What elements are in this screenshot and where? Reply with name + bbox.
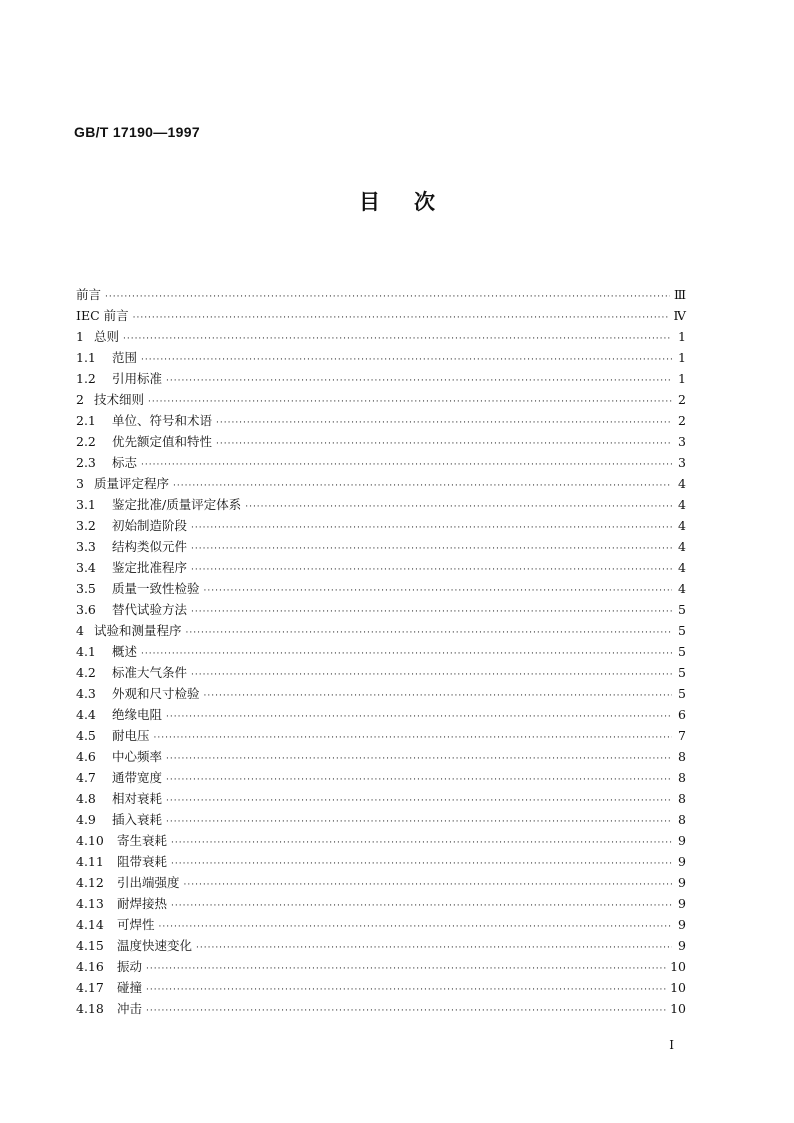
toc-entry-number: 2 [76,392,84,407]
toc-entry-page: 10 [670,1001,686,1016]
toc-entry-title: 试验和测量程序 [94,623,182,638]
toc-entry-page: 10 [670,959,686,974]
toc-entry-title: 阻带衰耗 [117,854,168,869]
toc-dot-leader [146,1001,666,1022]
toc-entry-page: Ⅲ [673,287,686,302]
toc-entry-number: 4.10 [76,833,104,848]
toc-dot-leader [245,497,672,518]
toc-entry-page: 8 [678,770,686,785]
toc-entry-number: 2.3 [76,455,96,470]
toc-entry-title: 质量一致性检验 [112,581,200,596]
toc-entry[interactable] [76,578,686,599]
toc-entry-page: 9 [678,917,686,932]
toc-dot-leader [184,875,672,896]
toc-entry[interactable] [76,809,686,830]
toc-entry-title: 碰撞 [117,980,143,995]
toc-entry-title: 插入衰耗 [112,812,163,827]
toc-entry-number: 4.4 [76,707,96,722]
toc-entry-page: 9 [678,854,686,869]
toc-dot-leader [166,770,672,791]
toc-entry[interactable] [76,305,686,326]
toc-entry[interactable] [76,284,686,305]
toc-entry-page: 4 [678,518,686,533]
toc-entry-number: 3 [76,476,84,491]
toc-entry-number: 4.17 [76,980,104,995]
toc-entry-page: Ⅳ [673,308,686,323]
toc-entry-number: 4.1 [76,644,96,659]
toc-entry-title: 振动 [117,959,143,974]
toc-entry-title: 耐焊接热 [117,896,168,911]
toc-entry-page: 8 [678,749,686,764]
toc-entry-page: 8 [678,812,686,827]
toc-dot-leader [186,623,672,644]
table-of-contents [76,284,686,1019]
page-number: I [669,1038,674,1052]
toc-entry-number: 3.6 [76,602,96,617]
toc-entry-title: 替代试验方法 [112,602,188,617]
toc-entry-page: 2 [678,392,686,407]
toc-entry[interactable] [76,851,686,872]
toc-entry-page: 6 [678,707,686,722]
toc-entry[interactable] [76,914,686,935]
toc-entry[interactable] [76,935,686,956]
toc-entry-title: 鉴定批准/质量评定体系 [112,497,242,512]
toc-entry[interactable] [76,725,686,746]
toc-dot-leader [171,833,672,854]
page-title: 目次 [359,190,469,214]
toc-dot-leader [171,854,672,875]
toc-entry[interactable] [76,326,686,347]
toc-entry-title: 相对衰耗 [112,791,163,806]
toc-entry[interactable] [76,410,686,431]
toc-dot-leader [166,707,672,728]
toc-entry-title: 寄生衰耗 [117,833,168,848]
toc-entry-page: 4 [678,497,686,512]
toc-entry[interactable] [76,977,686,998]
toc-entry[interactable] [76,515,686,536]
toc-entry[interactable] [76,557,686,578]
toc-dot-leader [123,329,672,350]
toc-entry-number: 4.5 [76,728,96,743]
toc-entry-title: 优先额定值和特性 [112,434,213,449]
toc-entry-number: 3.2 [76,518,96,533]
toc-entry-number: 4.3 [76,686,96,701]
toc-entry-number: 4.14 [76,917,104,932]
toc-entry-number: 4.18 [76,1001,104,1016]
toc-entry-page: 9 [678,875,686,890]
toc-entry[interactable] [76,536,686,557]
toc-entry[interactable] [76,620,686,641]
toc-entry-number: 1.2 [76,371,96,386]
toc-entry-page: 9 [678,896,686,911]
toc-entry[interactable] [76,683,686,704]
toc-entry-page: 4 [678,560,686,575]
toc-dot-leader [191,665,672,686]
toc-entry-number: 4.11 [76,854,104,869]
toc-dot-leader [191,539,672,560]
toc-entry[interactable] [76,746,686,767]
toc-entry[interactable] [76,704,686,725]
toc-entry[interactable] [76,347,686,368]
toc-entry-title: 结构类似元件 [112,539,188,554]
toc-dot-leader [105,287,670,308]
toc-entry-page: 9 [678,833,686,848]
toc-entry-title: 初始制造阶段 [112,518,188,533]
toc-dot-leader [166,791,672,812]
toc-dot-leader [146,980,666,1001]
toc-entry-title: 引用标准 [112,371,163,386]
toc-entry[interactable] [76,830,686,851]
toc-entry-page: 4 [678,476,686,491]
toc-dot-leader [166,371,672,392]
toc-entry[interactable] [76,767,686,788]
toc-dot-leader [191,518,672,539]
toc-entry[interactable] [76,872,686,893]
toc-dot-leader [133,308,670,329]
toc-entry-page: 5 [678,686,686,701]
toc-entry[interactable] [76,389,686,410]
toc-entry-page: 8 [678,791,686,806]
toc-entry-title: 通带宽度 [112,770,163,785]
toc-entry-number: 4.6 [76,749,96,764]
toc-dot-leader [196,938,672,959]
toc-dot-leader [173,476,672,497]
toc-entry-page: 5 [678,602,686,617]
toc-entry-number: 4 [76,623,84,638]
toc-entry-title: 耐电压 [112,728,150,743]
toc-entry[interactable] [76,998,686,1019]
toc-entry[interactable] [76,431,686,452]
toc-entry-number: 1 [76,329,84,344]
toc-entry-title: 温度快速变化 [117,938,193,953]
toc-entry[interactable] [76,599,686,620]
toc-dot-leader [166,812,672,833]
toc-dot-leader [148,392,672,413]
toc-entry[interactable] [76,452,686,473]
toc-entry-title: 标准大气条件 [112,665,188,680]
toc-entry-page: 9 [678,938,686,953]
toc-entry-title: 质量评定程序 [94,476,170,491]
toc-entry-title: 中心频率 [112,749,163,764]
toc-entry-page: 2 [678,413,686,428]
toc-entry-number: 3.5 [76,581,96,596]
toc-entry-title: 鉴定批准程序 [112,560,188,575]
toc-entry-number: 4.15 [76,938,104,953]
toc-dot-leader [204,686,672,707]
toc-entry-number: 1.1 [76,350,96,365]
toc-entry-number: 3.3 [76,539,96,554]
toc-dot-leader [141,455,672,476]
toc-entry-number: 4.13 [76,896,104,911]
toc-entry-page: 1 [678,329,686,344]
toc-dot-leader [166,749,672,770]
toc-entry-title: 引出端强度 [117,875,180,890]
toc-dot-leader [171,896,672,917]
toc-entry-title: 冲击 [117,1001,143,1016]
toc-dot-leader [141,644,672,665]
toc-entry[interactable] [76,956,686,977]
toc-entry-page: 1 [678,371,686,386]
toc-dot-leader [154,728,672,749]
toc-dot-leader [159,917,672,938]
toc-entry-number: 3.1 [76,497,96,512]
toc-entry[interactable] [76,641,686,662]
toc-entry[interactable] [76,473,686,494]
toc-entry-number: 3.4 [76,560,96,575]
toc-entry-number: 2.2 [76,434,96,449]
toc-entry-number: 4.2 [76,665,96,680]
toc-entry-title: 绝缘电阻 [112,707,163,722]
toc-dot-leader [146,959,666,980]
toc-entry-title: 标志 [112,455,138,470]
toc-entry-number: 4.7 [76,770,96,785]
toc-entry-title: 前言 [76,287,102,302]
standard-number: GB/T 17190—1997 [74,124,200,140]
toc-entry-number: 4.9 [76,812,96,827]
toc-dot-leader [191,560,672,581]
toc-entry-title: 范围 [112,350,138,365]
toc-entry-title: 概述 [112,644,138,659]
toc-entry-title: 可焊性 [117,917,155,932]
toc-entry-page: 1 [678,350,686,365]
toc-entry-number: 4.16 [76,959,104,974]
toc-entry-page: 4 [678,539,686,554]
toc-entry-number: 4.12 [76,875,104,890]
toc-dot-leader [141,350,672,371]
toc-dot-leader [191,602,672,623]
toc-entry[interactable] [76,893,686,914]
toc-entry-number: 2.1 [76,413,96,428]
toc-entry-page: 5 [678,644,686,659]
toc-entry-page: 10 [670,980,686,995]
toc-entry-number: 4.8 [76,791,96,806]
toc-entry[interactable] [76,368,686,389]
toc-entry[interactable] [76,494,686,515]
toc-entry-page: 3 [678,434,686,449]
toc-entry-page: 4 [678,581,686,596]
toc-entry-title: 总则 [94,329,120,344]
toc-entry-title: 技术细则 [94,392,145,407]
toc-dot-leader [216,413,672,434]
toc-entry-title: IEC 前言 [76,308,129,323]
toc-entry-page: 7 [678,728,686,743]
toc-entry[interactable] [76,788,686,809]
toc-entry-page: 5 [678,623,686,638]
toc-entry-page: 3 [678,455,686,470]
toc-entry-page: 5 [678,665,686,680]
toc-entry-title: 外观和尺寸检验 [112,686,200,701]
toc-dot-leader [204,581,672,602]
toc-entry-title: 单位、符号和术语 [112,413,213,428]
toc-dot-leader [216,434,672,455]
toc-entry[interactable] [76,662,686,683]
